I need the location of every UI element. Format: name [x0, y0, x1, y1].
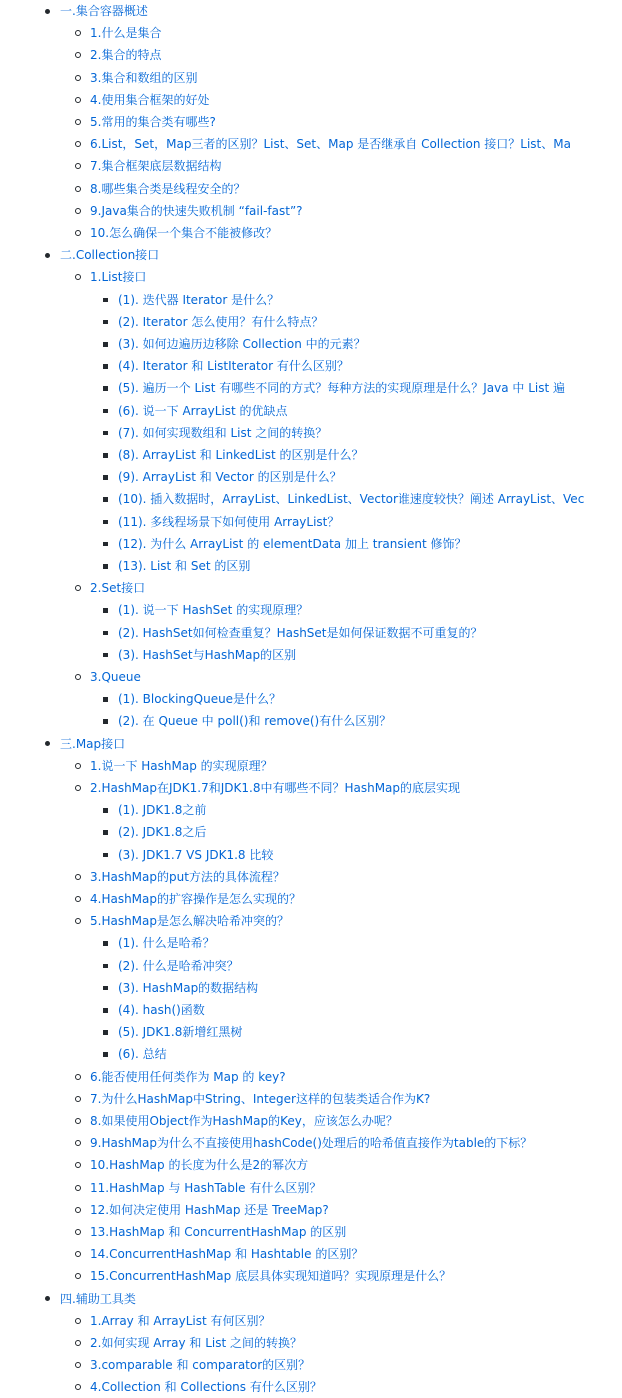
toc-item [0, 222, 622, 244]
toc-subitem [0, 422, 622, 444]
circle-bullet-icon [73, 89, 83, 111]
toc-link[interactable]: 13.HashMap 和 ConcurrentHashMap 的区别 [90, 1225, 347, 1239]
circle-bullet-icon [73, 222, 83, 244]
toc-link[interactable]: 6.能否使用任何类作为 Map 的 key? [90, 1069, 286, 1084]
toc-link[interactable]: 2.Set接口 [90, 581, 146, 596]
toc-link[interactable]: 2.HashMap在JDK1.7和JDK1.8中有哪些不同？HashMap的底层实现 [90, 781, 461, 795]
circle-bullet-icon [73, 1221, 83, 1243]
toc-subitem [0, 932, 622, 954]
toc-link[interactable]: 5.常用的集合类有哪些? [90, 115, 216, 129]
toc-item [0, 1310, 622, 1332]
toc-item [0, 1354, 622, 1376]
square-bullet-icon [101, 377, 111, 399]
toc-subitem [0, 799, 622, 821]
square-bullet-icon [101, 311, 111, 333]
toc-item [0, 888, 622, 910]
square-bullet-icon [101, 622, 111, 644]
circle-bullet-icon [73, 133, 83, 155]
square-bullet-icon [101, 955, 111, 977]
toc-item [0, 1110, 622, 1132]
toc-item [0, 755, 622, 777]
disc-bullet-icon [43, 0, 53, 22]
toc-subitem [0, 1021, 622, 1043]
circle-bullet-icon [73, 1354, 83, 1376]
toc-subitem [0, 821, 622, 843]
toc-link[interactable]: 14.ConcurrentHashMap 和 Hashtable 的区别？ [90, 1247, 364, 1262]
toc-subitem [0, 977, 622, 999]
circle-bullet-icon [73, 1154, 83, 1176]
circle-bullet-icon [73, 888, 83, 910]
toc-subitem [0, 999, 622, 1021]
toc-link[interactable]: (4). hash()函数 [118, 1003, 205, 1017]
toc-item [0, 111, 622, 133]
circle-bullet-icon [73, 777, 83, 799]
square-bullet-icon [101, 799, 111, 821]
toc-link[interactable]: 3.集合和数组的区别 [90, 70, 198, 85]
toc-link[interactable]: (11). 多线程场景下如何使用 ArrayList？ [118, 514, 340, 529]
toc-link[interactable]: 3.HashMap的put方法的具体流程？ [90, 869, 285, 884]
toc-section [0, 0, 622, 22]
square-bullet-icon [101, 289, 111, 311]
toc-item [0, 1332, 622, 1354]
toc-link[interactable]: (1). JDK1.8之前 [118, 803, 207, 818]
toc-item [0, 1243, 622, 1265]
toc-link[interactable]: (3). JDK1.7 VS JDK1.8 比较 [118, 847, 274, 862]
toc-link[interactable]: 二.Collection接口 [60, 248, 160, 263]
toc-subitem [0, 710, 622, 732]
toc-link[interactable]: (13). List 和 Set 的区别 [118, 559, 251, 573]
toc-link[interactable]: (12). 为什么 ArrayList 的 elementData 加上 transient 修饰？ [118, 536, 467, 551]
toc-link[interactable]: 4.HashMap的扩容操作是怎么实现的？ [90, 892, 302, 906]
toc-item [0, 155, 622, 177]
toc-item [0, 666, 622, 688]
toc-item [0, 22, 622, 44]
toc-subitem [0, 844, 622, 866]
toc-link[interactable]: (4). Iterator 和 ListIterator 有什么区别？ [118, 359, 349, 374]
toc-item [0, 89, 622, 111]
circle-bullet-icon [73, 266, 83, 288]
circle-bullet-icon [73, 1376, 83, 1398]
toc-item [0, 1132, 622, 1154]
disc-bullet-icon [43, 244, 53, 266]
toc-link[interactable]: (2). Iterator 怎么使用？有什么特点？ [118, 314, 324, 329]
square-bullet-icon [101, 644, 111, 666]
toc-section [0, 244, 622, 266]
toc-item [0, 44, 622, 66]
toc-link[interactable]: 3.Queue [90, 670, 141, 684]
square-bullet-icon [101, 1021, 111, 1043]
toc-item [0, 266, 622, 288]
square-bullet-icon [101, 599, 111, 621]
toc-subitem [0, 333, 622, 355]
circle-bullet-icon [73, 1199, 83, 1221]
toc-link[interactable]: 1.什么是集合 [90, 26, 162, 41]
square-bullet-icon [101, 1043, 111, 1065]
toc-item [0, 1088, 622, 1110]
circle-bullet-icon [73, 67, 83, 89]
toc-item [0, 1154, 622, 1176]
square-bullet-icon [101, 466, 111, 488]
toc-link[interactable]: 6.List，Set，Map三者的区别？List、Set、Map 是否继承自 Collection 接口？List、Ma [90, 137, 571, 152]
toc-item [0, 777, 622, 799]
toc-link[interactable]: (1). 说一下 HashSet 的实现原理？ [118, 603, 309, 618]
toc-link[interactable]: (1). 什么是哈希？ [118, 936, 215, 951]
toc-subitem [0, 599, 622, 621]
toc-section [0, 733, 622, 755]
toc-subitem [0, 400, 622, 422]
circle-bullet-icon [73, 111, 83, 133]
toc-link[interactable]: 3.comparable 和 comparator的区别？ [90, 1358, 311, 1373]
toc-link[interactable]: (1). 迭代器 Iterator 是什么？ [118, 292, 280, 307]
toc-subitem [0, 377, 622, 399]
toc-link[interactable]: (6). 说一下 ArrayList 的优缺点 [118, 403, 288, 418]
circle-bullet-icon [73, 1332, 83, 1354]
toc-item [0, 1221, 622, 1243]
toc-subitem [0, 444, 622, 466]
circle-bullet-icon [73, 577, 83, 599]
toc-link[interactable]: 11.HashMap 与 HashTable 有什么区别？ [90, 1180, 322, 1195]
toc-subitem [0, 289, 622, 311]
toc-link[interactable]: 1.说一下 HashMap 的实现原理？ [90, 758, 273, 773]
square-bullet-icon [101, 488, 111, 510]
toc-link[interactable]: (8). ArrayList 和 LinkedList 的区别是什么？ [118, 448, 364, 462]
square-bullet-icon [101, 511, 111, 533]
square-bullet-icon [101, 977, 111, 999]
circle-bullet-icon [73, 1066, 83, 1088]
circle-bullet-icon [73, 1110, 83, 1132]
toc-item [0, 1199, 622, 1221]
toc-item [0, 67, 622, 89]
toc-link[interactable]: (2). 在 Queue 中 poll()和 remove()有什么区别？ [118, 714, 392, 729]
toc-link[interactable]: 8.哪些集合类是线程安全的？ [90, 181, 246, 196]
circle-bullet-icon [73, 1177, 83, 1199]
circle-bullet-icon [73, 44, 83, 66]
toc-item [0, 178, 622, 200]
circle-bullet-icon [73, 22, 83, 44]
circle-bullet-icon [73, 666, 83, 688]
toc-link[interactable]: (2). JDK1.8之后 [118, 825, 207, 840]
toc-link[interactable]: 四.辅助工具类 [60, 1291, 136, 1306]
toc-link[interactable]: (3). 如何边遍历边移除 Collection 中的元素？ [118, 337, 366, 351]
circle-bullet-icon [73, 755, 83, 777]
square-bullet-icon [101, 710, 111, 732]
toc-link[interactable]: (5). 遍历一个 List 有哪些不同的方式？每种方法的实现原理是什么？Java 中 List 遍 [118, 381, 566, 396]
toc-link[interactable]: 1.List接口 [90, 270, 147, 285]
square-bullet-icon [101, 688, 111, 710]
toc-link[interactable]: (2). 什么是哈希冲突？ [118, 958, 239, 973]
toc-link[interactable]: 9.HashMap为什么不直接使用hashCode()处理后的哈希值直接作为table的下标？ [90, 1136, 533, 1151]
toc-subitem [0, 355, 622, 377]
toc-item [0, 200, 622, 222]
circle-bullet-icon [73, 155, 83, 177]
toc-subitem [0, 466, 622, 488]
toc-link[interactable]: 4.Collection 和 Collections 有什么区别？ [90, 1380, 322, 1395]
toc-subitem [0, 622, 622, 644]
circle-bullet-icon [73, 866, 83, 888]
toc-subitem [0, 511, 622, 533]
toc-item [0, 1265, 622, 1287]
toc-link[interactable]: 7.为什么HashMap中String、Integer这样的包装类适合作为K? [90, 1091, 431, 1106]
toc-link[interactable]: 2.如何实现 Array 和 List 之间的转换？ [90, 1336, 303, 1350]
toc-item [0, 1066, 622, 1088]
disc-bullet-icon [43, 733, 53, 755]
toc-item [0, 910, 622, 932]
toc-link[interactable]: (7). 如何实现数组和 List 之间的转换？ [118, 425, 328, 440]
circle-bullet-icon [73, 1310, 83, 1332]
toc-subitem [0, 644, 622, 666]
toc-item [0, 133, 622, 155]
toc-link[interactable]: 8.如果使用Object作为HashMap的Key，应该怎么办呢？ [90, 1114, 398, 1128]
toc-link[interactable]: 10.HashMap 的长度为什么是2的幂次方 [90, 1158, 309, 1173]
toc-link[interactable]: (10). 插入数据时，ArrayList、LinkedList、Vector谁速度较快？阐述 ArrayList、Vec [118, 492, 585, 507]
toc-link[interactable]: (3). HashSet与HashMap的区别 [118, 647, 297, 662]
toc-link[interactable]: 9.Java集合的快速失败机制 “fail-fast”? [90, 203, 303, 218]
toc-link[interactable]: (9). ArrayList 和 Vector 的区别是什么？ [118, 470, 342, 485]
toc-item [0, 577, 622, 599]
toc-subitem [0, 688, 622, 710]
circle-bullet-icon [73, 1265, 83, 1287]
toc-link[interactable]: 一.集合容器概述 [60, 4, 148, 18]
toc-subitem [0, 311, 622, 333]
square-bullet-icon [101, 400, 111, 422]
square-bullet-icon [101, 999, 111, 1021]
square-bullet-icon [101, 422, 111, 444]
toc-link[interactable]: (3). HashMap的数据结构 [118, 980, 259, 995]
toc-link[interactable]: 12.如何决定使用 HashMap 还是 TreeMap? [90, 1202, 329, 1217]
toc-item [0, 1177, 622, 1199]
toc-section [0, 1288, 622, 1310]
circle-bullet-icon [73, 200, 83, 222]
circle-bullet-icon [73, 1132, 83, 1154]
square-bullet-icon [101, 844, 111, 866]
square-bullet-icon [101, 821, 111, 843]
toc-link[interactable]: 7.集合框架底层数据结构 [90, 159, 222, 174]
toc-link[interactable]: (6). 总结 [118, 1047, 167, 1062]
circle-bullet-icon [73, 1243, 83, 1265]
toc-link[interactable]: (2). HashSet如何检查重复？HashSet是如何保证数据不可重复的？ [118, 625, 483, 640]
square-bullet-icon [101, 355, 111, 377]
toc-link[interactable]: (1). BlockingQueue是什么？ [118, 692, 282, 707]
toc-link[interactable]: 1.Array 和 ArrayList 有何区别？ [90, 1313, 271, 1328]
square-bullet-icon [101, 533, 111, 555]
disc-bullet-icon [43, 1288, 53, 1310]
toc-subitem [0, 1043, 622, 1065]
toc-link[interactable]: (5). JDK1.8新增红黑树 [118, 1025, 243, 1040]
toc-item [0, 1376, 622, 1398]
circle-bullet-icon [73, 1088, 83, 1110]
toc-item [0, 866, 622, 888]
toc-subitem [0, 555, 622, 577]
toc-subitem [0, 955, 622, 977]
toc-link[interactable]: 5.HashMap是怎么解决哈希冲突的？ [90, 914, 290, 929]
square-bullet-icon [101, 932, 111, 954]
toc-link[interactable]: 2.集合的特点 [90, 48, 162, 63]
circle-bullet-icon [73, 910, 83, 932]
toc-subitem [0, 488, 622, 510]
square-bullet-icon [101, 333, 111, 355]
toc-link[interactable]: 15.ConcurrentHashMap 底层具体实现知道吗？实现原理是什么？ [90, 1269, 452, 1284]
square-bullet-icon [101, 555, 111, 577]
toc-link[interactable]: 4.使用集合框架的好处 [90, 92, 210, 107]
toc-subitem [0, 533, 622, 555]
toc-link[interactable]: 三.Map接口 [60, 736, 126, 751]
circle-bullet-icon [73, 178, 83, 200]
square-bullet-icon [101, 444, 111, 466]
toc-link[interactable]: 10.怎么确保一个集合不能被修改？ [90, 226, 278, 240]
